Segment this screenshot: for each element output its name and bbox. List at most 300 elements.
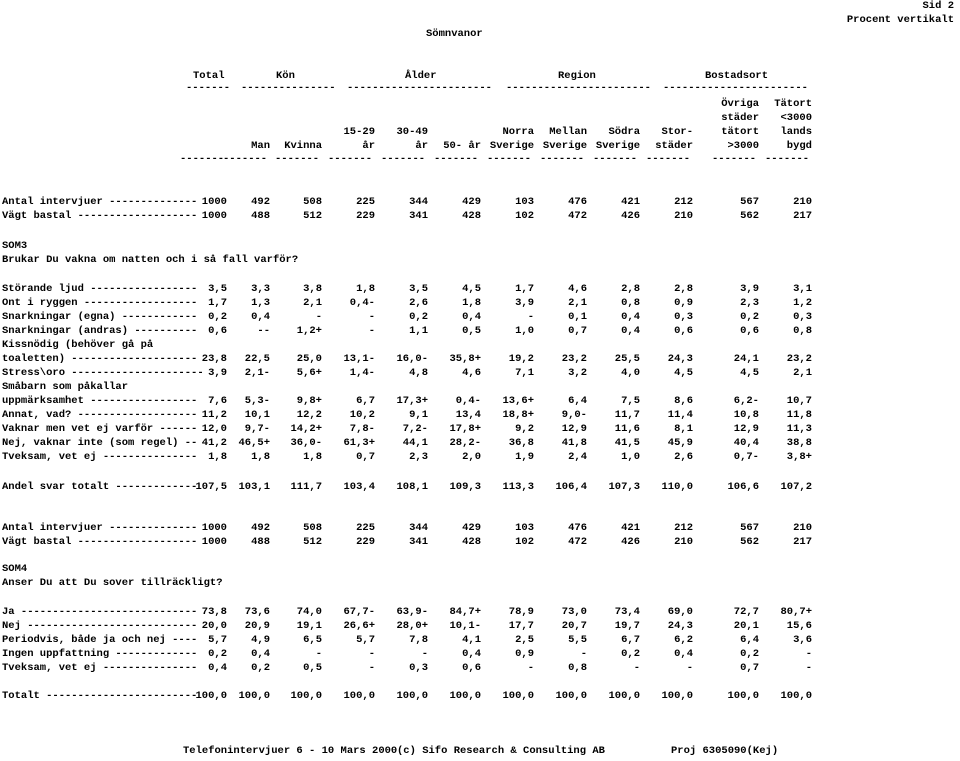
table-row-value: - bbox=[368, 648, 375, 660]
total-row-value: 100,0 bbox=[449, 690, 481, 702]
column-header: lands bbox=[780, 126, 812, 138]
column-underline: ------- bbox=[223, 153, 268, 165]
table-row-value: 6,4 bbox=[568, 395, 587, 407]
table-row-value: 73,8 bbox=[201, 606, 227, 618]
table-row-value: 63,9- bbox=[396, 606, 428, 618]
table-row-value: 2,3 bbox=[740, 297, 759, 309]
column-header: år bbox=[415, 140, 428, 152]
table-row-value: 72,7 bbox=[733, 606, 759, 618]
column-header: Mellan bbox=[549, 126, 587, 138]
table-row-value: 44,1 bbox=[402, 437, 428, 449]
column-header: Man bbox=[251, 140, 270, 152]
table-row-value: 78,9 bbox=[508, 606, 534, 618]
table-row-value: 2,3 bbox=[409, 451, 428, 463]
table-row-value: 2,8 bbox=[621, 283, 640, 295]
base-row-value: 341 bbox=[409, 210, 428, 222]
column-header: bygd bbox=[786, 140, 812, 152]
base-row-value: 1000 bbox=[201, 196, 227, 208]
table-row-value: 25,0 bbox=[296, 353, 322, 365]
table-row-value: 1,9 bbox=[515, 451, 534, 463]
total-row-value: 107,5 bbox=[195, 481, 227, 493]
base-row-value: 512 bbox=[303, 210, 322, 222]
base-row-value: 341 bbox=[409, 536, 428, 548]
group-bostad: Bostadsort bbox=[705, 70, 769, 82]
table-row-value: 73,0 bbox=[561, 606, 587, 618]
column-header: Kvinna bbox=[284, 140, 322, 152]
base-row-value: 492 bbox=[251, 196, 270, 208]
table-row-label: Nej --------------------------- bbox=[2, 620, 198, 632]
table-row-value: 3,1 bbox=[793, 283, 812, 295]
table-row-value: 7,6 bbox=[208, 395, 227, 407]
group-underline-kon: --------------- bbox=[241, 82, 336, 94]
base-row-value: 492 bbox=[251, 522, 270, 534]
base-row-value: 212 bbox=[674, 196, 693, 208]
base-row-value: 508 bbox=[303, 522, 322, 534]
table-row-value: 40,4 bbox=[733, 437, 759, 449]
table-row-value: 0,5 bbox=[303, 662, 322, 674]
total-row-value: 100,0 bbox=[343, 690, 375, 702]
footer-dates: Telefonintervjuer 6 - 10 Mars 2000 bbox=[183, 745, 398, 757]
table-row-value: 0,2 bbox=[740, 648, 759, 660]
table-row-value: 0,2 bbox=[409, 311, 428, 323]
group-region: Region bbox=[558, 70, 596, 82]
table-row-value: 7,8- bbox=[349, 423, 375, 435]
group-underline-region: ----------------------- bbox=[506, 82, 651, 94]
table-row-value: 3,2 bbox=[568, 367, 587, 379]
question-code: SOM3 bbox=[2, 240, 28, 252]
total-row-value: 109,3 bbox=[449, 481, 481, 493]
table-row-value: 61,3+ bbox=[343, 437, 375, 449]
table-row-value: 0,6 bbox=[674, 325, 693, 337]
table-row-value: - bbox=[421, 648, 428, 660]
table-row-value: 10,1- bbox=[449, 620, 481, 632]
table-row-value: 2,1 bbox=[303, 297, 322, 309]
base-row-value: 102 bbox=[515, 210, 534, 222]
table-row-value: 23,8 bbox=[201, 353, 227, 365]
table-row-value: 13,6+ bbox=[502, 395, 534, 407]
table-row-value: 2,1 bbox=[568, 297, 587, 309]
base-row-value: 1000 bbox=[201, 210, 227, 222]
base-row-value: 229 bbox=[356, 536, 375, 548]
base-row-value: 217 bbox=[793, 210, 812, 222]
table-row-label: Ja ---------------------------- bbox=[2, 606, 198, 618]
table-row-value: 3,9 bbox=[515, 297, 534, 309]
table-row-value: 20,9 bbox=[244, 620, 270, 632]
table-row-value: 0,8 bbox=[621, 297, 640, 309]
table-row-value: 0,3 bbox=[409, 662, 428, 674]
column-header: Södra bbox=[608, 126, 640, 138]
table-row-value: - bbox=[315, 311, 322, 323]
table-row-value: 0,6 bbox=[462, 662, 481, 674]
question-text: Brukar Du vakna om natten och i så fall varför? bbox=[2, 254, 299, 266]
table-row-value: 36,0- bbox=[290, 437, 322, 449]
percent-label: Procent vertikalt bbox=[846, 14, 954, 26]
table-row-value: 6,5 bbox=[303, 634, 322, 646]
table-row-label: uppmärksamhet ----------------- bbox=[2, 395, 198, 407]
table-row-value: 1,0 bbox=[515, 325, 534, 337]
table-row-value: - bbox=[633, 662, 640, 674]
table-row-value: 17,7 bbox=[508, 620, 534, 632]
base-row-value: 210 bbox=[674, 536, 693, 548]
table-row-value: 7,5 bbox=[621, 395, 640, 407]
table-row-value: 0,2 bbox=[251, 662, 270, 674]
base-row-value: 428 bbox=[462, 536, 481, 548]
table-row-value: 0,8 bbox=[793, 325, 812, 337]
base-row-value: 429 bbox=[462, 522, 481, 534]
table-row-value: 9,7- bbox=[244, 423, 270, 435]
table-row-value: 0,4 bbox=[462, 648, 481, 660]
table-row-value: 2,6 bbox=[409, 297, 428, 309]
base-row-label: Antal intervjuer -------------- bbox=[2, 196, 198, 208]
total-row-value: 100,0 bbox=[608, 690, 640, 702]
table-row-value: 0,7 bbox=[356, 451, 375, 463]
base-row-value: 102 bbox=[515, 536, 534, 548]
table-row-value: 0,4 bbox=[251, 311, 270, 323]
row-label-prefix: Småbarn som påkallar bbox=[2, 381, 129, 393]
table-row-value: 24,3 bbox=[667, 620, 693, 632]
table-row-value: 4,6 bbox=[568, 283, 587, 295]
table-row-value: 4,5 bbox=[740, 367, 759, 379]
table-row-value: 7,1 bbox=[515, 367, 534, 379]
table-row-value: 1,7 bbox=[208, 297, 227, 309]
table-row-value: 0,4- bbox=[455, 395, 481, 407]
base-row-value: 508 bbox=[303, 196, 322, 208]
table-row-value: 1,4- bbox=[349, 367, 375, 379]
base-row-value: 476 bbox=[568, 196, 587, 208]
table-row-value: 17,8+ bbox=[449, 423, 481, 435]
table-row-value: 12,0 bbox=[201, 423, 227, 435]
table-row-value: 18,8+ bbox=[502, 409, 534, 421]
column-header: <3000 bbox=[780, 112, 812, 124]
table-row-value: 35,8+ bbox=[449, 353, 481, 365]
table-row-value: 45,9 bbox=[667, 437, 693, 449]
total-row-value: 100,0 bbox=[661, 690, 693, 702]
column-underline: ------- bbox=[712, 153, 757, 165]
table-row-value: 0,2 bbox=[208, 648, 227, 660]
table-row-value: - bbox=[527, 662, 534, 674]
base-row-value: 421 bbox=[621, 522, 640, 534]
table-row-value: 7,8 bbox=[409, 634, 428, 646]
table-row-value: 0,6 bbox=[208, 325, 227, 337]
base-row-value: 472 bbox=[568, 536, 587, 548]
table-row-value: 0,9 bbox=[515, 648, 534, 660]
table-row-value: 1,2+ bbox=[296, 325, 322, 337]
table-row-value: 3,9 bbox=[740, 283, 759, 295]
table-row-value: - bbox=[527, 311, 534, 323]
table-row-value: 8,6 bbox=[674, 395, 693, 407]
base-row-value: 426 bbox=[621, 210, 640, 222]
table-row-value: 1,8 bbox=[356, 283, 375, 295]
table-row-value: 4,5 bbox=[674, 367, 693, 379]
table-row-value: 1,8 bbox=[303, 451, 322, 463]
total-row-value: 100,0 bbox=[502, 690, 534, 702]
table-row-value: 4,8 bbox=[409, 367, 428, 379]
table-row-value: 46,5+ bbox=[238, 437, 270, 449]
table-row-value: -- bbox=[257, 325, 270, 337]
table-row-value: 11,4 bbox=[667, 409, 693, 421]
base-row-value: 567 bbox=[740, 522, 759, 534]
table-row-value: 22,5 bbox=[244, 353, 270, 365]
table-row-label: Tveksam, vet ej --------------- bbox=[2, 451, 198, 463]
table-row-value: 2,1 bbox=[793, 367, 812, 379]
table-row-label: Tveksam, vet ej --------------- bbox=[2, 662, 198, 674]
table-row-value: 16,0- bbox=[396, 353, 428, 365]
table-row-label: Stress\oro --------------------- bbox=[2, 367, 204, 379]
table-row-value: 6,4 bbox=[740, 634, 759, 646]
table-row-value: 67,7- bbox=[343, 606, 375, 618]
table-row-value: - bbox=[368, 325, 375, 337]
table-row-value: 3,8 bbox=[303, 283, 322, 295]
table-row-label: Nej, vaknar inte (som regel) -- bbox=[2, 437, 198, 449]
footer-project: Proj 6305090(Kej) bbox=[671, 745, 779, 757]
table-row-value: - bbox=[686, 662, 693, 674]
table-row-value: 12,2 bbox=[296, 409, 322, 421]
base-row-value: 217 bbox=[793, 536, 812, 548]
table-row-value: 6,7 bbox=[356, 395, 375, 407]
table-row-label: Snarkningar (andras) ---------- bbox=[2, 325, 198, 337]
base-row-value: 103 bbox=[515, 196, 534, 208]
table-row-value: 28,0+ bbox=[396, 620, 428, 632]
base-row-value: 210 bbox=[793, 522, 812, 534]
table-row-value: 3,3 bbox=[251, 283, 270, 295]
base-row-value: 1000 bbox=[201, 536, 227, 548]
group-total: Total bbox=[193, 70, 225, 82]
table-row-value: 2,8 bbox=[674, 283, 693, 295]
base-row-value: 562 bbox=[740, 536, 759, 548]
table-row-value: 9,8+ bbox=[296, 395, 322, 407]
table-row-value: 0,5 bbox=[462, 325, 481, 337]
table-row-value: 5,7 bbox=[356, 634, 375, 646]
table-row-value: 1,8 bbox=[462, 297, 481, 309]
table-row-value: 0,4 bbox=[208, 662, 227, 674]
base-row-value: 229 bbox=[356, 210, 375, 222]
table-row-value: 11,2 bbox=[201, 409, 227, 421]
base-row-value: 567 bbox=[740, 196, 759, 208]
column-underline: ------- bbox=[540, 153, 585, 165]
table-row-label: Snarkningar (egna) ------------ bbox=[2, 311, 198, 323]
base-row-value: 344 bbox=[409, 196, 428, 208]
table-row-value: 24,1 bbox=[733, 353, 759, 365]
total-row-value: 100,0 bbox=[238, 690, 270, 702]
footer-company: (c) Sifo Research & Consulting AB bbox=[397, 745, 605, 757]
column-header: >3000 bbox=[727, 140, 759, 152]
base-row-value: 426 bbox=[621, 536, 640, 548]
base-row-value: 103 bbox=[515, 522, 534, 534]
total-row-label: Totalt ------------------------ bbox=[2, 690, 198, 702]
table-row-value: 23,2 bbox=[561, 353, 587, 365]
table-row-value: 20,0 bbox=[201, 620, 227, 632]
base-row-value: 1000 bbox=[201, 522, 227, 534]
table-row-value: 2,1- bbox=[244, 367, 270, 379]
base-row-value: 476 bbox=[568, 522, 587, 534]
table-row-value: 0,4 bbox=[674, 648, 693, 660]
total-row-value: 113,3 bbox=[502, 481, 534, 493]
total-row-value: 111,7 bbox=[290, 481, 322, 493]
table-row-value: 0,3 bbox=[793, 311, 812, 323]
group-underline-alder: ----------------------- bbox=[347, 82, 492, 94]
table-row-value: 0,7 bbox=[740, 662, 759, 674]
base-row-value: 429 bbox=[462, 196, 481, 208]
total-row-value: 100,0 bbox=[396, 690, 428, 702]
column-underline: ------- bbox=[593, 153, 638, 165]
total-row-value: 106,4 bbox=[555, 481, 587, 493]
table-row-value: 10,8 bbox=[733, 409, 759, 421]
column-header: Tätort bbox=[774, 98, 812, 110]
table-row-value: 25,5 bbox=[614, 353, 640, 365]
table-row-value: 15,6 bbox=[786, 620, 812, 632]
table-row-value: 41,8 bbox=[561, 437, 587, 449]
table-row-value: 5,6+ bbox=[296, 367, 322, 379]
table-row-value: 2,5 bbox=[515, 634, 534, 646]
base-row-value: 488 bbox=[251, 536, 270, 548]
column-header: Stor- bbox=[661, 126, 693, 138]
table-row-value: 3,8+ bbox=[786, 451, 812, 463]
table-row-value: - bbox=[368, 662, 375, 674]
column-header: Sverige bbox=[595, 140, 640, 152]
total-row-value: 100,0 bbox=[195, 690, 227, 702]
table-row-value: 1,7 bbox=[515, 283, 534, 295]
column-header: städer bbox=[655, 140, 693, 152]
table-row-value: 4,9 bbox=[251, 634, 270, 646]
table-row-label: Periodvis, både ja och nej ---- bbox=[2, 634, 198, 646]
table-row-label: Ont i ryggen ------------------ bbox=[2, 297, 198, 309]
total-row-value: 103,4 bbox=[343, 481, 375, 493]
table-row-value: 20,7 bbox=[561, 620, 587, 632]
table-row-value: 3,5 bbox=[409, 283, 428, 295]
table-row-value: 0,2 bbox=[208, 311, 227, 323]
table-row-value: - bbox=[805, 648, 812, 660]
table-row-value: 17,3+ bbox=[396, 395, 428, 407]
table-row-value: 6,2 bbox=[674, 634, 693, 646]
table-row-value: 73,6 bbox=[244, 606, 270, 618]
base-row-value: 210 bbox=[674, 210, 693, 222]
table-row-label: Störande ljud ----------------- bbox=[2, 283, 198, 295]
table-row-value: 41,2 bbox=[201, 437, 227, 449]
column-underline: ------- bbox=[434, 153, 479, 165]
base-row-value: 212 bbox=[674, 522, 693, 534]
base-row-value: 210 bbox=[793, 196, 812, 208]
table-row-value: 7,2- bbox=[402, 423, 428, 435]
table-row-value: 84,7+ bbox=[449, 606, 481, 618]
table-row-value: 1,2 bbox=[793, 297, 812, 309]
table-row-value: 0,1 bbox=[568, 311, 587, 323]
table-row-value: 69,0 bbox=[667, 606, 693, 618]
group-underline-bostad: ----------------------- bbox=[663, 82, 808, 94]
base-row-label: Vägt bastal ------------------- bbox=[2, 210, 198, 222]
base-row-label: Vägt bastal ------------------- bbox=[2, 536, 198, 548]
table-row-value: 4,1 bbox=[462, 634, 481, 646]
table-row-value: 5,7 bbox=[208, 634, 227, 646]
table-row-value: 0,6 bbox=[740, 325, 759, 337]
base-row-value: 225 bbox=[356, 196, 375, 208]
base-row-value: 512 bbox=[303, 536, 322, 548]
total-row-value: 100,0 bbox=[555, 690, 587, 702]
column-underline: ------- bbox=[328, 153, 373, 165]
table-row-value: 9,2 bbox=[515, 423, 534, 435]
table-row-value: 73,4 bbox=[614, 606, 640, 618]
table-row-value: 0,4 bbox=[621, 325, 640, 337]
table-row-value: 10,2 bbox=[349, 409, 375, 421]
table-row-value: - bbox=[580, 648, 587, 660]
table-row-value: 36,8 bbox=[508, 437, 534, 449]
base-row-value: 428 bbox=[462, 210, 481, 222]
table-row-value: 20,1 bbox=[733, 620, 759, 632]
question-code: SOM4 bbox=[2, 563, 28, 575]
table-row-value: 4,6 bbox=[462, 367, 481, 379]
table-row-value: 13,4 bbox=[455, 409, 481, 421]
base-row-value: 344 bbox=[409, 522, 428, 534]
table-row-value: 4,5 bbox=[462, 283, 481, 295]
table-row-value: 24,3 bbox=[667, 353, 693, 365]
table-row-value: 10,1 bbox=[244, 409, 270, 421]
total-row-label: Andel svar totalt ------------- bbox=[2, 481, 198, 493]
table-row-value: 11,3 bbox=[786, 423, 812, 435]
group-kon: Kön bbox=[276, 70, 295, 82]
table-row-label: Ingen uppfattning ------------- bbox=[2, 648, 198, 660]
table-row-value: 28,2- bbox=[449, 437, 481, 449]
total-row-value: 107,3 bbox=[608, 481, 640, 493]
table-row-value: 4,0 bbox=[621, 367, 640, 379]
table-row-value: 11,6 bbox=[614, 423, 640, 435]
column-underline: ------- bbox=[381, 153, 426, 165]
column-header: 30-49 bbox=[396, 126, 428, 138]
total-row-value: 107,2 bbox=[780, 481, 812, 493]
table-row-value: 19,2 bbox=[508, 353, 534, 365]
column-underline: ------- bbox=[275, 153, 320, 165]
table-row-value: 23,2 bbox=[786, 353, 812, 365]
table-row-value: 0,7- bbox=[733, 451, 759, 463]
column-underline: ------- bbox=[646, 153, 691, 165]
table-row-value: 13,1- bbox=[343, 353, 375, 365]
table-row-value: 11,7 bbox=[614, 409, 640, 421]
column-underline: ------- bbox=[487, 153, 532, 165]
table-row-value: 9,1 bbox=[409, 409, 428, 421]
column-header: Övriga bbox=[721, 98, 759, 110]
column-underline: ------- bbox=[765, 153, 810, 165]
base-row-value: 421 bbox=[621, 196, 640, 208]
column-header: 50- år bbox=[443, 140, 481, 152]
table-row-value: 8,1 bbox=[674, 423, 693, 435]
page-number: Sid 2 bbox=[922, 0, 954, 12]
table-row-value: 74,0 bbox=[296, 606, 322, 618]
column-header: tätort bbox=[721, 126, 759, 138]
table-row-value: 9,0- bbox=[561, 409, 587, 421]
table-row-value: 38,8 bbox=[786, 437, 812, 449]
table-row-value: 0,8 bbox=[568, 662, 587, 674]
table-row-value: 0,4 bbox=[462, 311, 481, 323]
table-row-value: 1,3 bbox=[251, 297, 270, 309]
row-label-prefix: Kissnödig (behöver gå på bbox=[2, 339, 154, 351]
total-row-value: 110,0 bbox=[661, 481, 693, 493]
table-row-value: 0,4- bbox=[349, 297, 375, 309]
column-header: Sverige bbox=[542, 140, 587, 152]
table-row-value: - bbox=[805, 662, 812, 674]
table-row-value: 10,7 bbox=[786, 395, 812, 407]
group-alder: Ålder bbox=[405, 70, 437, 82]
table-row-value: 12,9 bbox=[733, 423, 759, 435]
table-row-value: 19,1 bbox=[296, 620, 322, 632]
table-row-value: 0,9 bbox=[674, 297, 693, 309]
table-row-value: - bbox=[368, 311, 375, 323]
table-row-value: 14,2+ bbox=[290, 423, 322, 435]
table-row-value: 2,0 bbox=[462, 451, 481, 463]
table-row-value: 41,5 bbox=[614, 437, 640, 449]
table-row-value: 0,3 bbox=[674, 311, 693, 323]
table-row-value: 0,2 bbox=[740, 311, 759, 323]
column-header: 15-29 bbox=[343, 126, 375, 138]
table-row-value: 11,8 bbox=[786, 409, 812, 421]
table-row-value: 12,9 bbox=[561, 423, 587, 435]
